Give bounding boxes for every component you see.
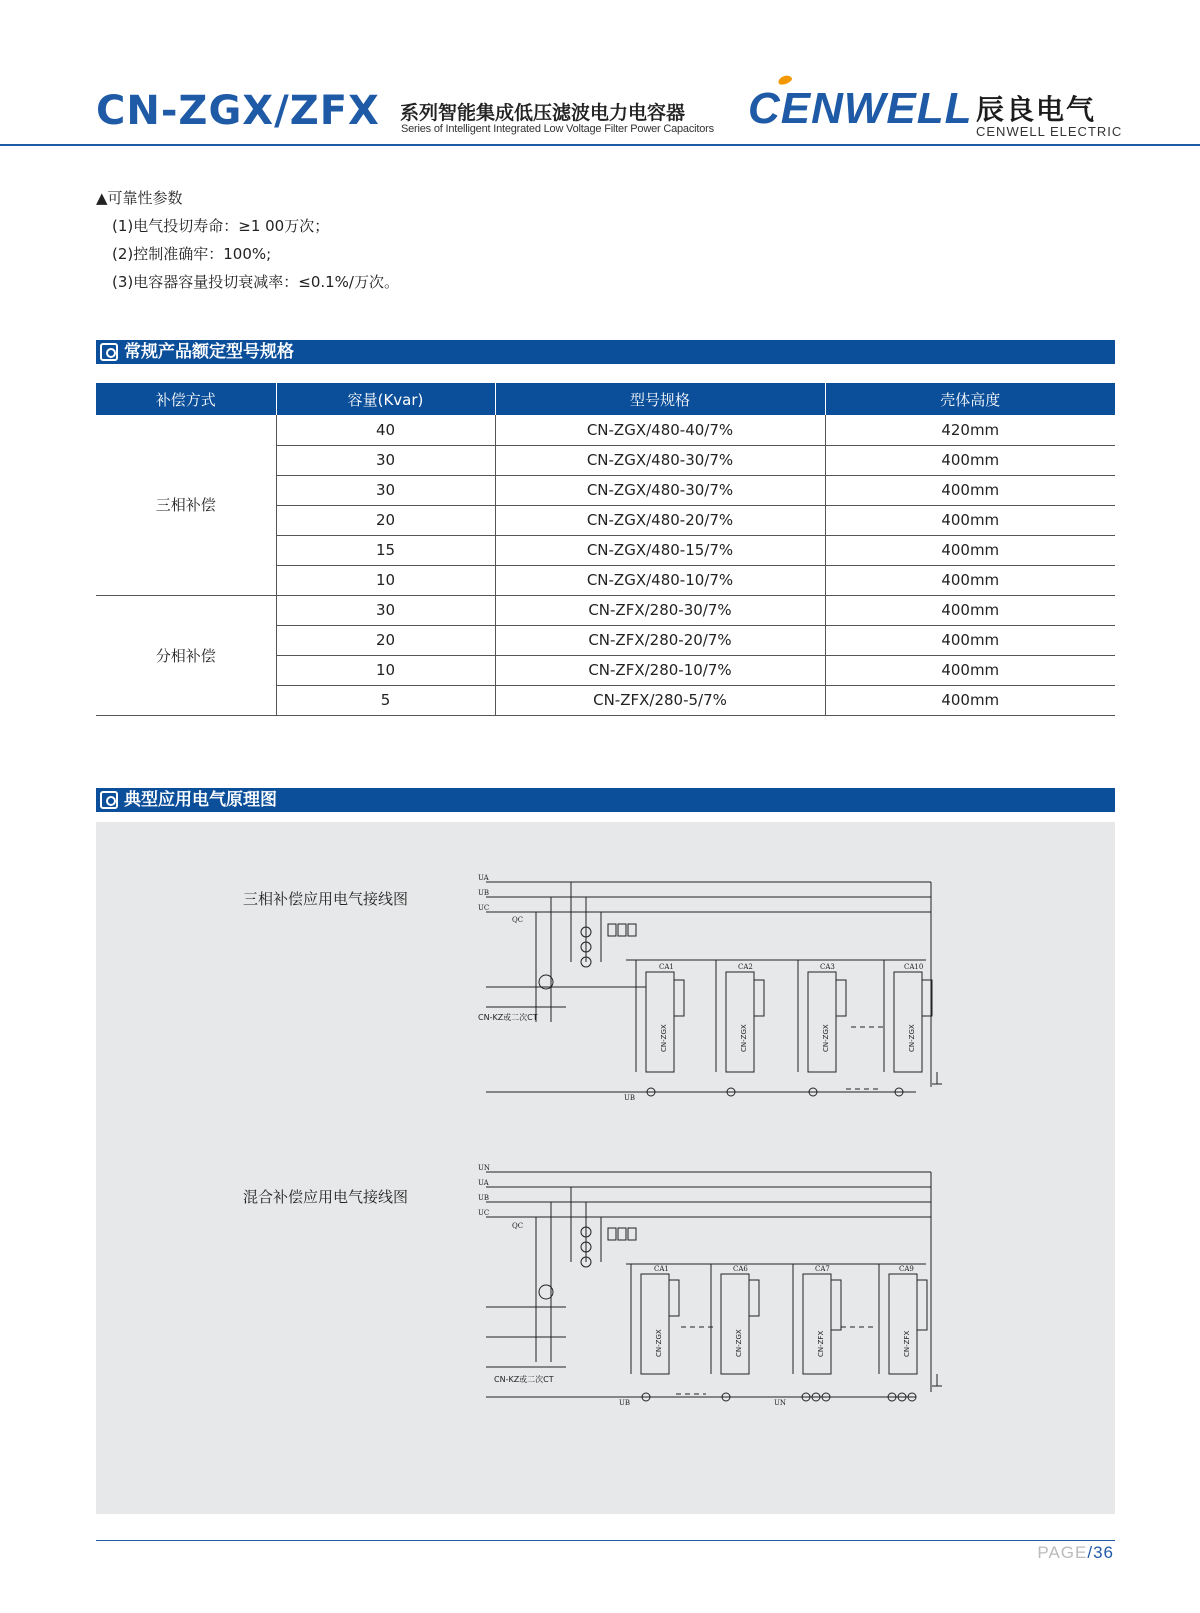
brand-logo: CENWELL: [748, 84, 973, 133]
capacity-cell: 5: [276, 685, 495, 715]
height-cell: 400mm: [825, 655, 1115, 685]
capacity-cell: 10: [276, 565, 495, 595]
height-cell: 400mm: [825, 475, 1115, 505]
model-cell: CN-ZGX/480-10/7%: [495, 565, 825, 595]
capacity-cell: 10: [276, 655, 495, 685]
bus-label: UB: [478, 889, 490, 897]
ground-label: UB: [624, 1094, 636, 1102]
diagram1-label: 三相补偿应用电气接线图: [243, 890, 409, 908]
model-cell: CN-ZGX/480-20/7%: [495, 505, 825, 535]
height-cell: 400mm: [825, 445, 1115, 475]
col-header-height: 壳体高度: [825, 383, 1115, 415]
unit-label: CA7: [815, 1265, 830, 1273]
height-cell: 400mm: [825, 535, 1115, 565]
height-cell: 420mm: [825, 415, 1115, 445]
model-cell: CN-ZGX/480-40/7%: [495, 415, 825, 445]
height-cell: 400mm: [825, 505, 1115, 535]
bus-label: QC: [512, 1222, 524, 1230]
unit-label: CA2: [738, 963, 753, 971]
diagram2-label: 混合补偿应用电气接线图: [243, 1188, 409, 1206]
brand-name-en: CENWELL ELECTRIC: [976, 124, 1123, 139]
capacity-cell: 20: [276, 505, 495, 535]
height-cell: 400mm: [825, 565, 1115, 595]
unit-label: CA6: [733, 1265, 748, 1273]
table-row: [96, 415, 1115, 445]
unit-model-label: CN-ZGX: [655, 1329, 663, 1357]
unit-label: CA10: [904, 963, 924, 971]
reliability-item: (3)电容器容量投切衰减率：≤0.1%/万次。: [112, 273, 399, 291]
product-model-title: CN-ZGX/ZFX: [96, 88, 380, 134]
capacity-cell: 20: [276, 625, 495, 655]
product-series-title-cn: 系列智能集成低压滤波电力电容器: [400, 102, 686, 124]
col-header-model: 型号规格: [495, 383, 825, 415]
diagram-panel: [96, 822, 1115, 1514]
ct-label: CN-KZ或二次CT: [478, 1013, 538, 1022]
reliability-heading: ▲可靠性参数: [96, 189, 183, 207]
unit-model-label: CN-ZFX: [817, 1330, 825, 1357]
ground-label: UB: [619, 1399, 631, 1407]
model-cell: CN-ZGX/480-15/7%: [495, 535, 825, 565]
table-header-row: [96, 383, 1115, 415]
model-cell: CN-ZFX/280-20/7%: [495, 625, 825, 655]
power-icon: [100, 791, 118, 809]
bus-label: UA: [478, 1179, 489, 1187]
spec-table: [96, 383, 1115, 716]
spec-section-title: 常规产品额定型号规格: [124, 342, 294, 362]
capacity-cell: 30: [276, 595, 495, 625]
mode-cell: 分相补偿: [96, 595, 276, 715]
reliability-item: (2)控制准确牢：100%;: [112, 245, 272, 263]
mode-cell: 三相补偿: [96, 415, 276, 595]
hybrid-wiring-diagram: [476, 1162, 976, 1422]
power-icon: [100, 343, 118, 361]
product-series-title-en: Series of Intelligent Integrated Low Voltage Filter Power Capacitors: [401, 123, 714, 135]
spec-section-bar: [96, 340, 1115, 364]
capacity-cell: 15: [276, 535, 495, 565]
unit-label: CA9: [899, 1265, 914, 1273]
brand-name-cn: 辰良电气: [976, 93, 1097, 126]
height-cell: 400mm: [825, 685, 1115, 715]
reliability-item: (1)电气投切寿命：≥1 00万次；: [112, 217, 330, 235]
col-header-mode: 补偿方式: [96, 383, 276, 415]
model-cell: CN-ZFX/280-5/7%: [495, 685, 825, 715]
diagram-section-bar: [96, 788, 1115, 812]
unit-model-label: CN-ZGX: [908, 1024, 916, 1052]
unit-model-label: CN-ZGX: [822, 1024, 830, 1052]
unit-label: CA1: [659, 963, 674, 971]
capacity-cell: 30: [276, 475, 495, 505]
diagram-section-title: 典型应用电气原理图: [124, 790, 277, 810]
unit-label: CA1: [654, 1265, 669, 1273]
model-cell: CN-ZFX/280-30/7%: [495, 595, 825, 625]
unit-model-label: CN-ZFX: [903, 1330, 911, 1357]
bus-label: QC: [512, 916, 524, 924]
header-divider: [0, 144, 1200, 146]
bus-label: UC: [478, 1209, 490, 1217]
three-phase-wiring-diagram: [476, 872, 976, 1122]
col-header-capacity: 容量(Kvar): [276, 383, 495, 415]
ground-label: UN: [774, 1399, 787, 1407]
page-prefix: PAGE: [1037, 1543, 1088, 1562]
bus-label: UB: [478, 1194, 490, 1202]
page-number: [1037, 1543, 1114, 1563]
model-cell: CN-ZFX/280-10/7%: [495, 655, 825, 685]
unit-model-label: CN-ZGX: [660, 1024, 668, 1052]
height-cell: 400mm: [825, 595, 1115, 625]
page-num: /36: [1087, 1543, 1114, 1562]
unit-model-label: CN-ZGX: [740, 1024, 748, 1052]
ct-label: CN-KZ或二次CT: [494, 1375, 554, 1384]
unit-model-label: CN-ZGX: [735, 1329, 743, 1357]
model-cell: CN-ZGX/480-30/7%: [495, 445, 825, 475]
unit-label: CA3: [820, 963, 835, 971]
capacity-cell: 40: [276, 415, 495, 445]
height-cell: 400mm: [825, 625, 1115, 655]
model-cell: CN-ZGX/480-30/7%: [495, 475, 825, 505]
footer-divider: [96, 1540, 1115, 1541]
capacity-cell: 30: [276, 445, 495, 475]
bus-label: UC: [478, 904, 490, 912]
table-row: [96, 595, 1115, 625]
reliability-block: [96, 184, 399, 296]
bus-label: UA: [478, 874, 489, 882]
bus-label: UN: [478, 1164, 491, 1172]
